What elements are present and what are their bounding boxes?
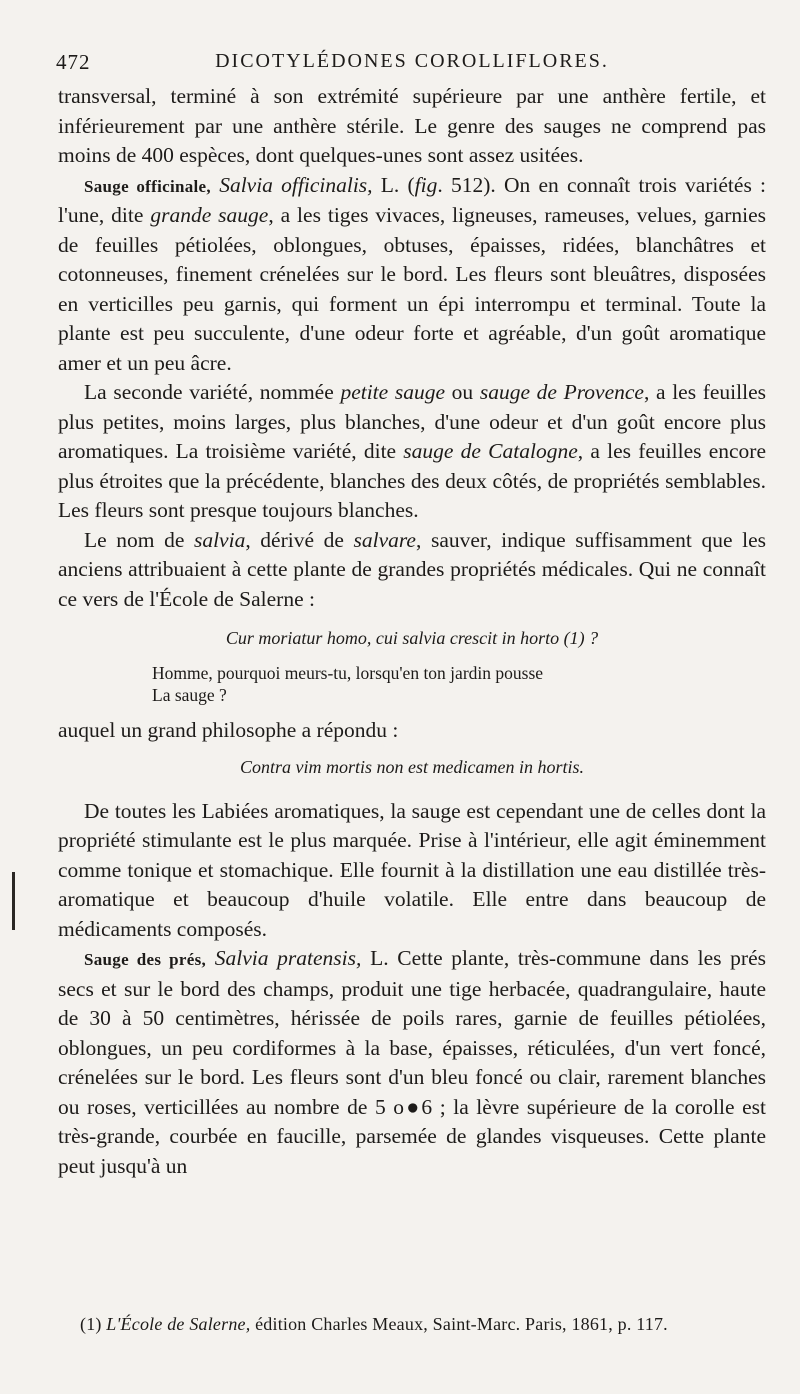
entry-heading: Sauge officinale, <box>84 176 211 196</box>
paragraph-name-origin: Le nom de salvia, dérivé de salvare, sauver, indique suffisamment que les anciens attribuaient à cette plante de grandes propriétés médicales. Qui ne connaît ce vers de l'École de Salerne : <box>58 527 766 611</box>
latin-reply-verse: Contra vim mortis non est medicamen in hortis. <box>240 757 584 777</box>
margin-mark <box>12 872 15 930</box>
french-verse-line-1: Homme, pourquoi meurs-tu, lorsqu'en ton jardin pousse <box>152 662 544 683</box>
body-text <box>58 82 766 1181</box>
paragraph-properties: De toutes les Labiées aromatiques, la sauge est cependant une de celles dont la propriété stimulante est le plus marquée. Prise à l'intérieur, elle agit éminemment comme tonique et stomachique. Elle fournit à la distillation une eau distillée très-aromatique et beaucoup d'huile volatile. Elle entre dans beaucoup de médicaments composés. <box>58 798 766 941</box>
paragraph-1: transversal, terminé à son extrémité supérieure par une anthère fertile, et inférieurement par une anthère stérile. Le genre des sauges ne comprend pas moins de 400 espèces, dont quelques-unes sont assez usitées. <box>58 84 766 167</box>
footnote: (1) L'École de Salerne, édition Charles Meaux, Saint-Marc. Paris, 1861, p. 117. <box>80 1314 668 1334</box>
french-verse-line-2: La sauge ? <box>152 684 227 705</box>
page-number: 472 <box>56 50 91 74</box>
latin-verse: Cur moriatur homo, cui salvia crescit in horto (1) ? <box>225 628 599 648</box>
latin-name: Salvia officinalis, <box>219 172 373 197</box>
entry-heading: Sauge des prés, <box>84 950 207 969</box>
paragraph-sauge-des-pres: Sauge des prés, Salvia pratensis, L. Cette plante, très-commune dans les prés secs et sur le bord des champs, produit une tige herbacée, quadrangulaire, haute de 30 à 50 centimètres, hérissée de poils rares, garnie de feuilles pétiolées, oblongues, un peu cordiformes à la base, épaisses, réticulées, d'un vert foncé, crénelées sur le bord. Les fleurs sont d'un bleu foncé ou clair, rarement blanches ou roses, verticillées au nombre de 5 o●6 ; la lèvre supérieure de la corolle est très-grande, courbée en faucille, parsemée de glandes visqueuses. Cette plante peut jusqu'à un <box>58 946 767 1178</box>
running-title: DICOTYLÉDONES COROLLIFLORES. <box>215 50 609 72</box>
salerno-quote <box>58 624 766 706</box>
page <box>58 44 766 1181</box>
paragraph-sauge-officinale: Sauge officinale, Salvia officinalis, L. (fig. 512). On en connaît trois variétés : l'une, dite grande sauge, a les tiges vivaces, ligneuses, rameuses, velues, garnies de feuilles pétiolées, oblongues, obtuses, épaisses, ridées, blanchâtres et cotonneuses, finement crénelées sur le bord. Les fleurs sont bleuâtres, disposées en verticilles peu garnis, qui forment un épi interrompu et terminal. Toute la plante est peu succulente, d'une odeur forte et agréable, d'un goût aromatique amer et un peu âcre. <box>58 172 767 375</box>
page-header <box>58 44 766 82</box>
paragraph-varieties: La seconde variété, nommée petite sauge ou sauge de Provence, a les feuilles plus petites, moins larges, plus blanches, d'une odeur et d'un goût encore plus aromatiques. La troisième variété, dite sauge de Catalogne, a les feuilles encore plus étroites que la précédente, blanches des deux côtés, de propriétés semblables. Les fleurs sont presque toujours blanches. <box>58 380 767 522</box>
paragraph-reply: auquel un grand philosophe a répondu : <box>58 717 399 742</box>
latin-name: Salvia pratensis, <box>214 946 362 970</box>
